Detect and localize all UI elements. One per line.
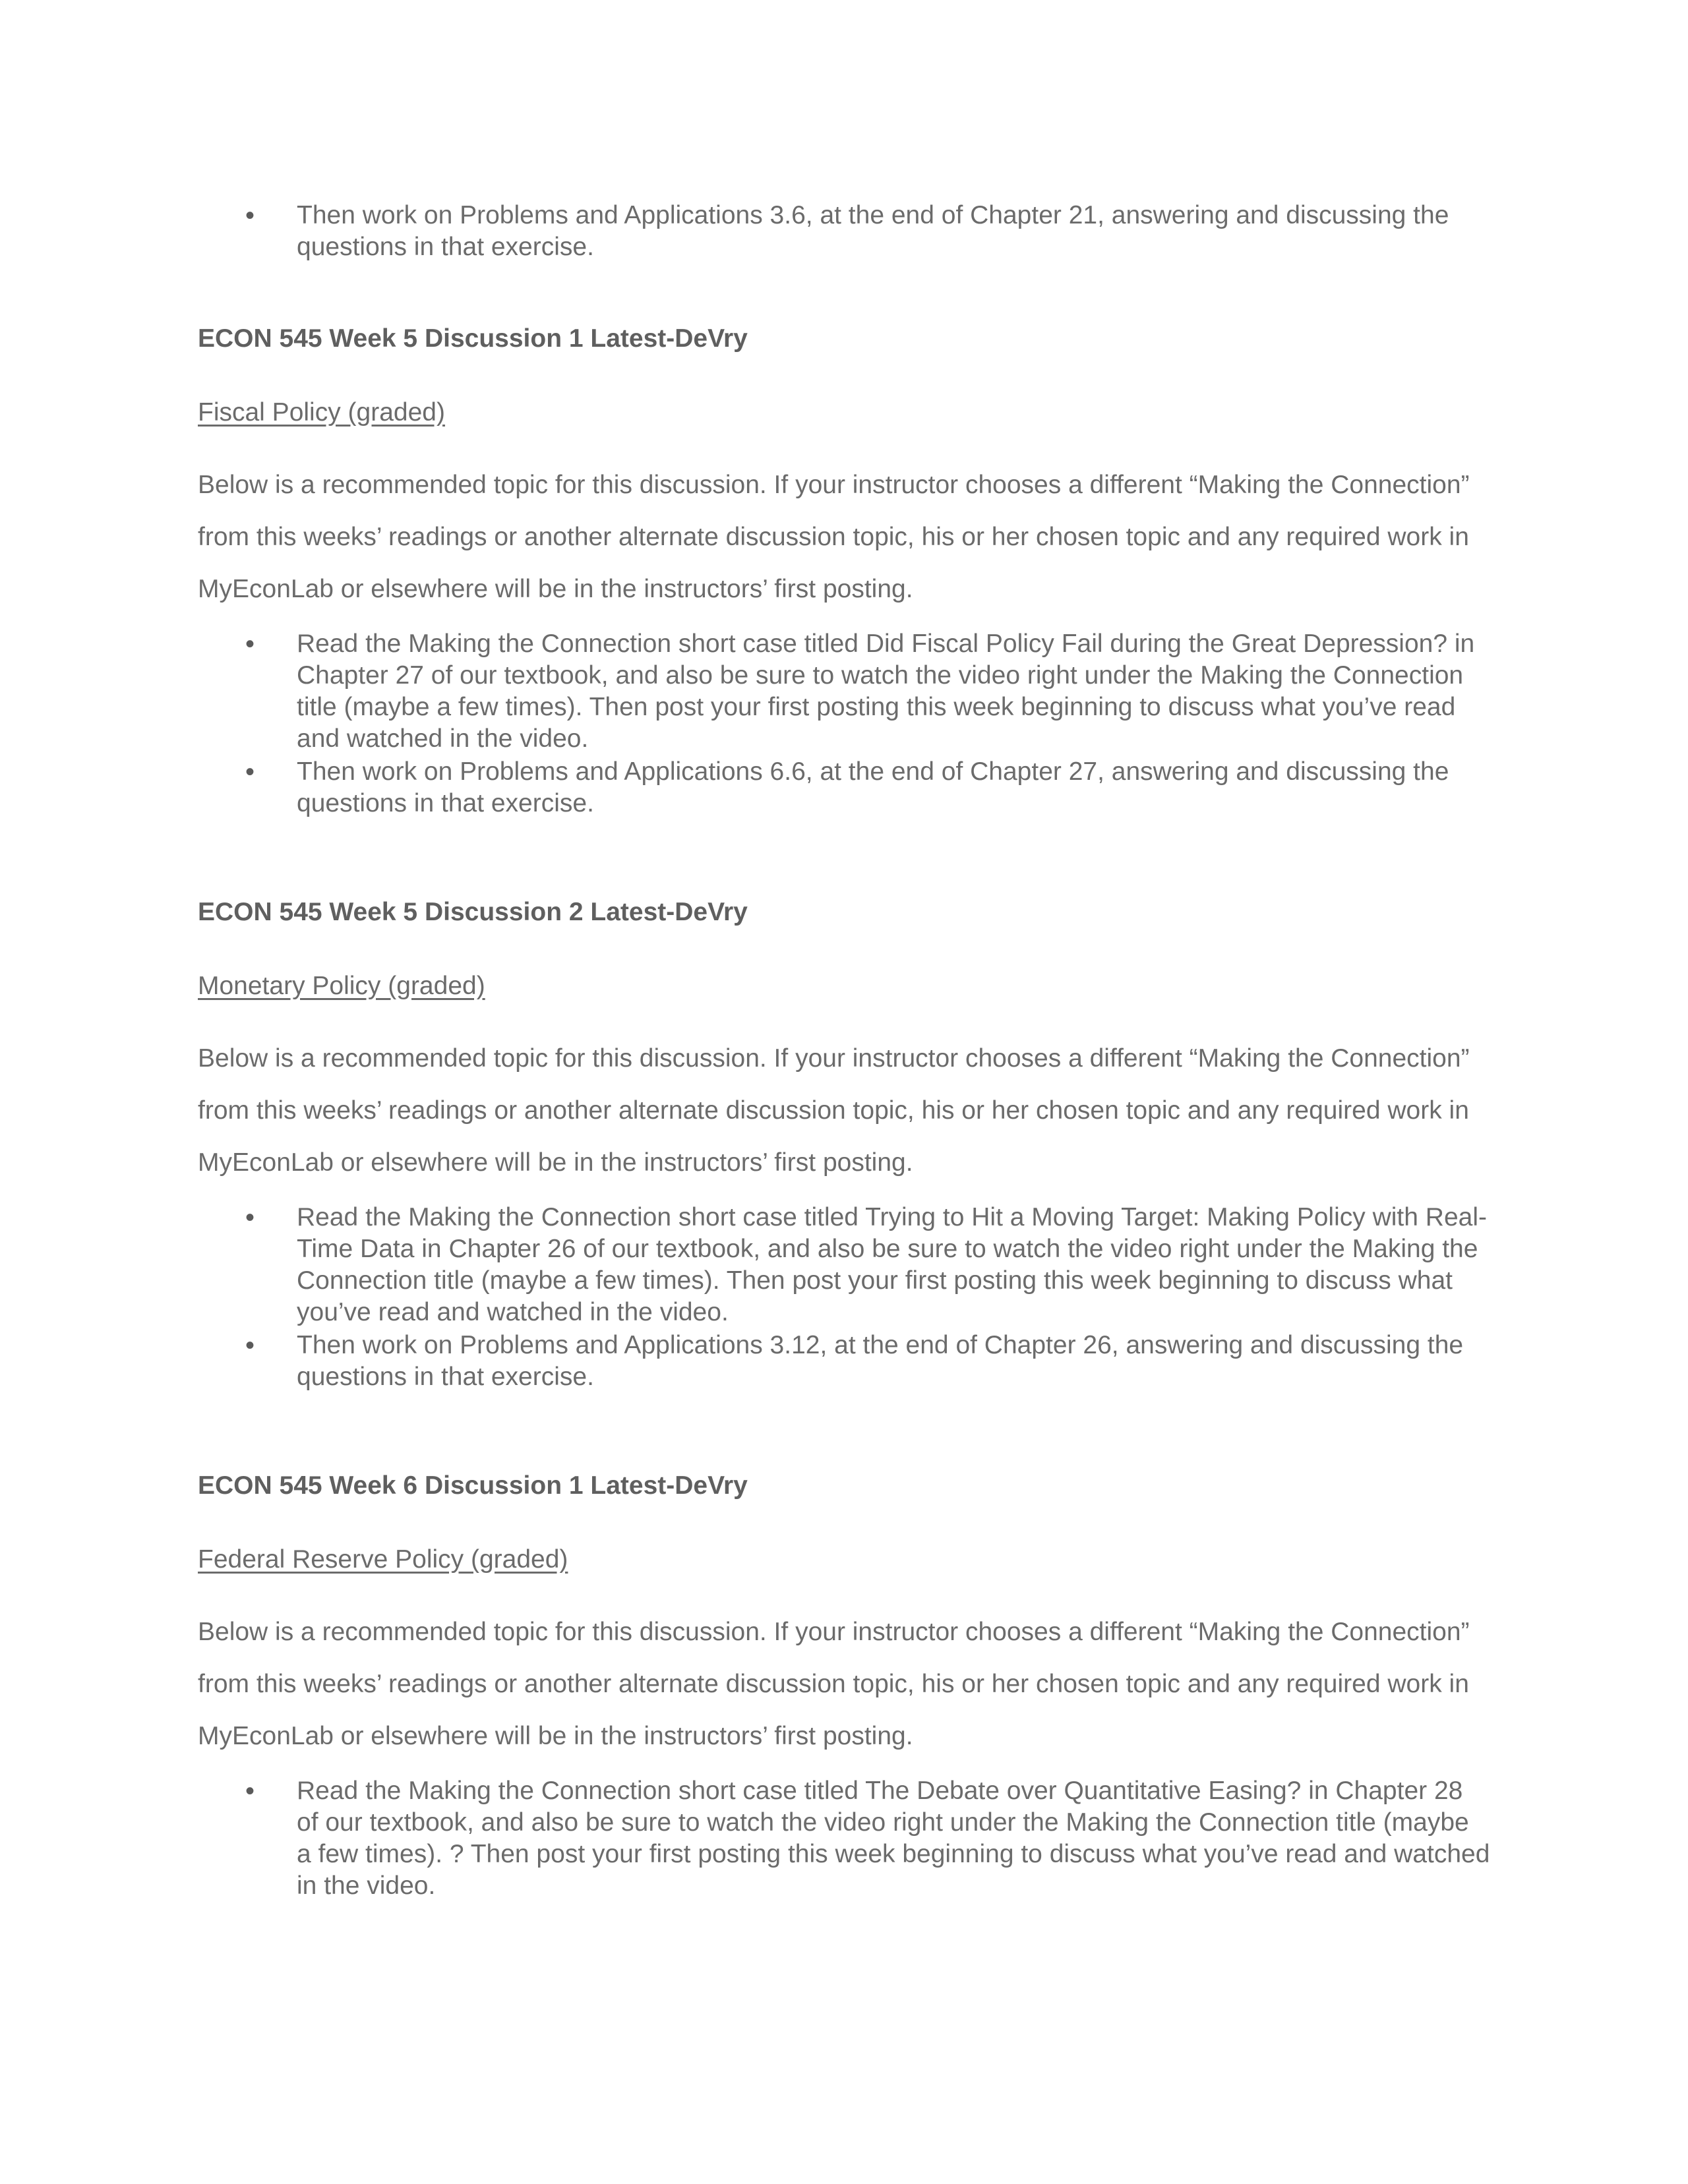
section-intro: Below is a recommended topic for this discussion. If your instructor chooses a different “Making the Connection” from this weeks’ readings or another alternate discussion topic, his or her chosen topic and any required work in MyEconLab or elsewhere will be in the instructors’ first posting.	[198, 1044, 1470, 1177]
section-intro: Below is a recommended topic for this discussion. If your instructor chooses a different “Making the Connection” from this weeks’ readings or another alternate discussion topic, his or her chosen topic and any required work in MyEconLab or elsewhere will be in the instructors’ first posting.	[198, 471, 1470, 603]
section-heading: ECON 545 Week 5 Discussion 1 Latest-DeVry	[198, 324, 748, 353]
section-bullet-list	[198, 1202, 1490, 1393]
section-heading: ECON 545 Week 6 Discussion 1 Latest-DeVry	[198, 1471, 748, 1500]
section-subheading: Monetary Policy (graded)	[198, 972, 485, 1000]
section-week6-discussion1	[198, 1470, 1490, 1902]
section-subheading: Federal Reserve Policy (graded)	[198, 1545, 568, 1574]
section-bullet-list	[198, 628, 1490, 819]
section-week5-discussion2	[198, 897, 1490, 1393]
list-item: • Then work on Problems and Applications 3.12, at the end of Chapter 26, answering and discussing the questions in that exercise.	[198, 1330, 1490, 1393]
section-heading: ECON 545 Week 5 Discussion 2 Latest-DeVry	[198, 898, 748, 926]
section-subheading: Fiscal Policy (graded)	[198, 398, 445, 427]
top-bullet-list	[198, 200, 1490, 263]
section-intro: Below is a recommended topic for this discussion. If your instructor chooses a different “Making the Connection” from this weeks’ readings or another alternate discussion topic, his or her chosen topic and any required work in MyEconLab or elsewhere will be in the instructors’ first posting.	[198, 1618, 1470, 1750]
list-item: • Then work on Problems and Applications 6.6, at the end of Chapter 27, answering and discussing the questions in that exercise.	[198, 756, 1490, 819]
list-item: • Read the Making the Connection short case titled The Debate over Quantitative Easing? in Chapter 28 of our textbook, and also be sure to watch the video right under the Making the Connection title (maybe a few times). ? Then post your first posting this week beginning to discuss what you’ve read and watched in the video.	[198, 1775, 1490, 1902]
list-item: • Then work on Problems and Applications 3.6, at the end of Chapter 21, answering and discussing the questions in that exercise.	[198, 200, 1490, 263]
section-bullet-list	[198, 1775, 1490, 1902]
section-week5-discussion1	[198, 323, 1490, 819]
list-item: • Read the Making the Connection short case titled Did Fiscal Policy Fail during the Great Depression? in Chapter 27 of our textbook, and also be sure to watch the video right under the Making the Connection title (maybe a few times). Then post your first posting this week beginning to discuss what you’ve read and watched in the video.	[198, 628, 1490, 755]
list-item: • Read the Making the Connection short case titled Trying to Hit a Moving Target: Making Policy with Real-Time Data in Chapter 26 of our textbook, and also be sure to watch the video right under the Making the Connection title (maybe a few times). Then post your first posting this week beginning to discuss what you’ve read and watched in the video.	[198, 1202, 1490, 1328]
top-bullet-block	[198, 200, 1490, 263]
